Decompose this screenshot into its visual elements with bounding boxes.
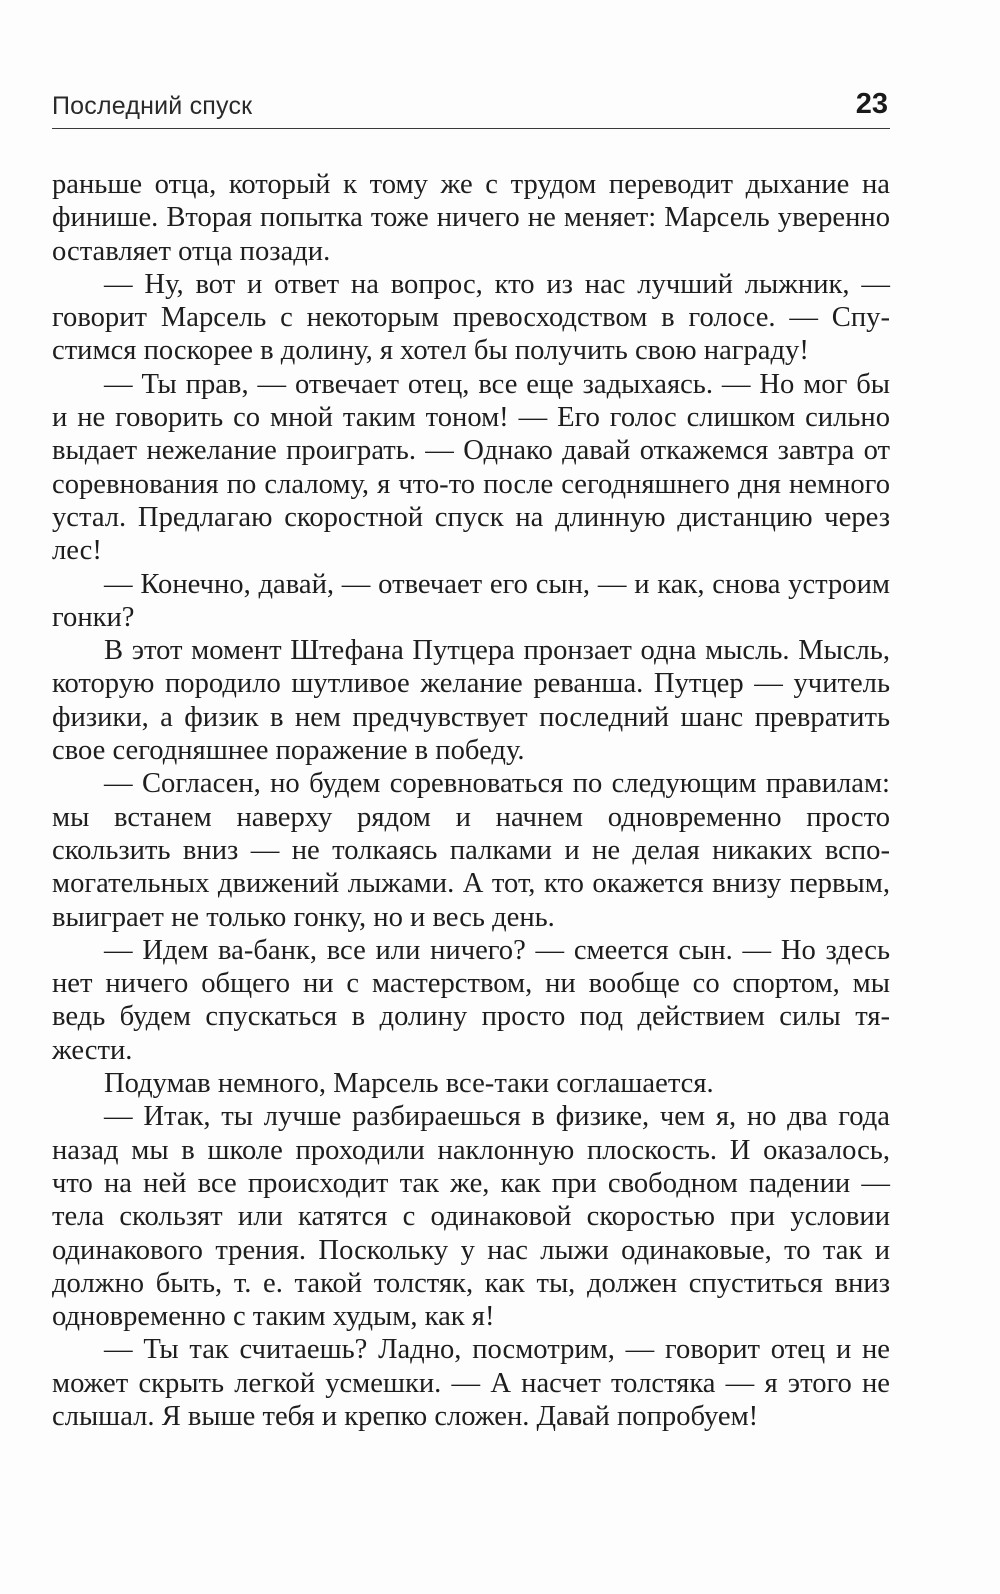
page-number: 23 (855, 88, 888, 120)
body-text (52, 168, 890, 1433)
paragraph: — Итак, ты лучше разбираешься в физике, чем я, но два года назад мы в школе проходили наклонную плоскость. И оказалось, что на ней все происходит так же, как при свободном падении — тела скользят или катятся с одинаковой скоростью при условии одинакового трения. Поскольку у нас лыжи одинаковые, то так и должно быть, т. е. такой толстяк, как ты, должен спуститься вниз одновременно с таким худым, как я! (52, 1101, 890, 1333)
chapter-title: Последний спуск (52, 92, 253, 120)
paragraph: — Согласен, но будем соревноваться по следующим правилам: мы встанем наверху рядом и начнем одновременно просто скользить вниз — не толкаясь палками и не делая никаких вспомогательных движений лыжами. А тот, кто окажется внизу первым, выиграет не только гонку, но и весь день. (52, 768, 890, 933)
paragraph: — Ты так считаешь? Ладно, посмотрим, — говорит отец и не может скрыть легкой усмешки. — А насчет толстяка — я этого не слышал. Я выше тебя и крепко сложен. Давай попробуем! (52, 1334, 890, 1432)
running-header (52, 88, 890, 129)
paragraph: раньше отца, который к тому же с трудом переводит дыхание на финише. Вторая попытка тоже ничего не меняет: Марсель уверенно оставляет отца позади. (52, 169, 890, 267)
paragraph: — Ну, вот и ответ на вопрос, кто из нас лучший лыжник, — говорит Марсель с некоторым превосходством в голосе. — Спустимся поскорее в долину, я хотел бы получить свою награду! (52, 268, 890, 367)
paragraph: — Идем ва-банк, все или ничего? — смеется сын. — Но здесь нет ничего общего ни с мастерством, ни вообще со спортом, мы ведь будем спускаться в долину просто под действием силы тяжести. (52, 934, 890, 1066)
paragraph: Подумав немного, Марсель все-таки соглашается. (104, 1068, 714, 1100)
paragraph: В этот момент Штефана Путцера пронзает одна мысль. Мысль, которую породило шутливое желание реванша. Путцер — учитель физики, а физик в нем предчувствует последний шанс превратить свое сегодняшнее поражение в победу. (52, 635, 890, 767)
paragraph: — Конечно, давай, — отвечает его сын, — и как, снова устроим гонки? (52, 568, 890, 633)
paragraph: — Ты прав, — отвечает отец, все еще задыхаясь. — Но мог бы и не говорить со мной таким тоном! — Его голос слишком сильно выдает нежелание проиграть. — Однако давай откажемся завтра от соревнования по слалому, я что-то после сегодняшнего дня немного устал. Предлагаю скоростной спуск на длинную дистанцию через лес! (52, 368, 890, 567)
